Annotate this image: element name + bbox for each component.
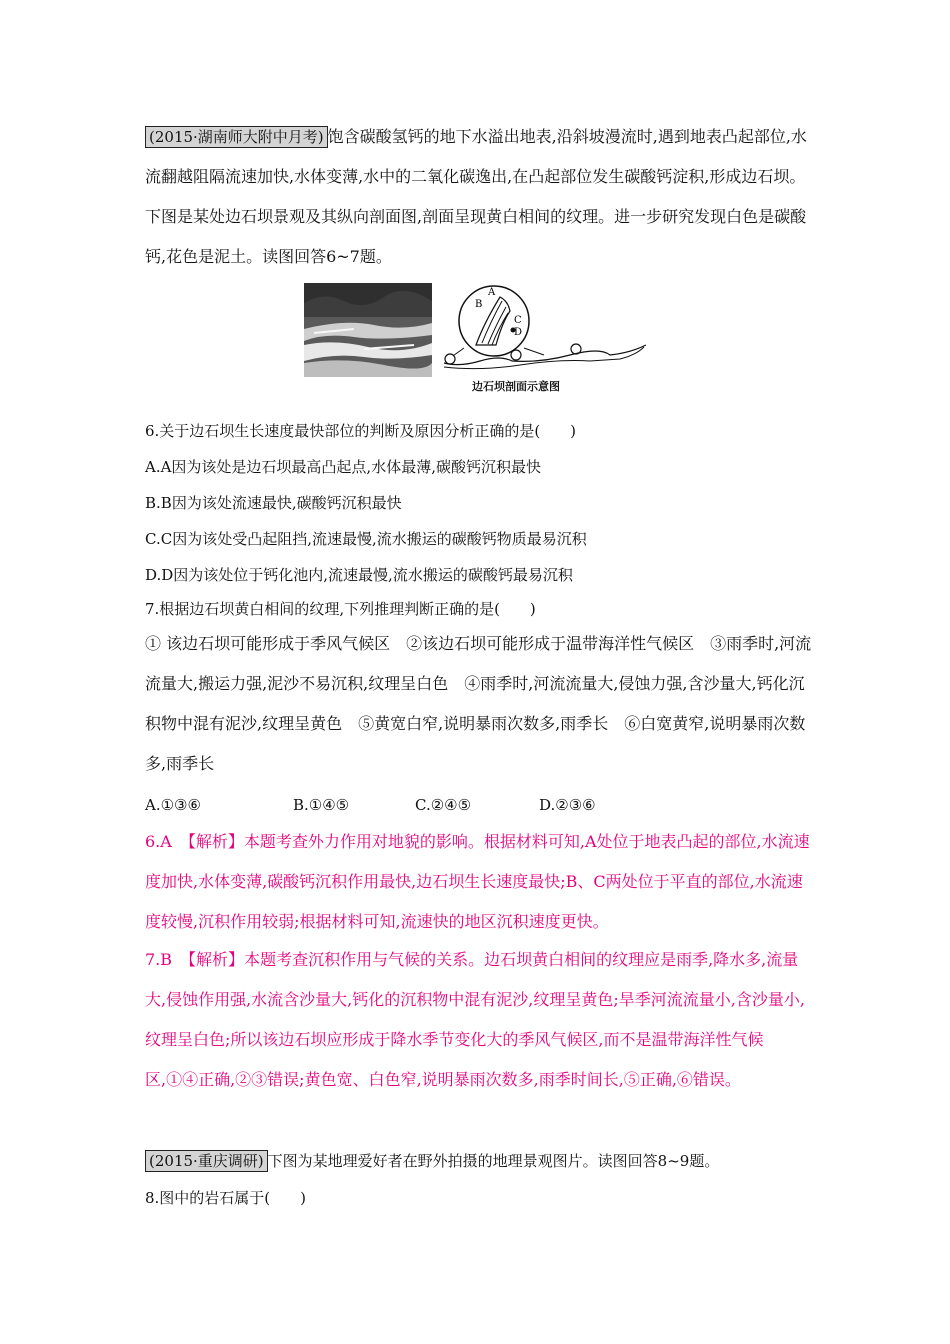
profile-diagram [440,283,646,377]
landscape-photo [304,283,432,377]
q7-options [145,796,596,814]
q7-option-b: B.①④⑤ [293,796,350,814]
q6-option-c: C.C因为该处受凸起阻挡,流速最慢,流水搬运的碳酸钙物质最易沉积 [145,530,587,548]
intro-paragraph-1 [145,117,815,277]
q7-option-d: D.②③⑥ [539,796,596,814]
label-d: D [514,327,523,338]
label-c: C [514,315,522,326]
q7-option-c: C.②④⑤ [415,796,472,814]
source-tag: (2015·湖南师大附中月考) [145,126,328,148]
answer-6 [145,822,815,942]
intro-text: 饱含碳酸氢钙的地下水溢出地表,沿斜坡漫流时,遇到地表凸起部位,水流翻越阻隔流速加快,水体变薄,水中的二氧化碳逸出,在凸起部位发生碳酸钙淀积,形成边石坝。下图是某处边石坝景观及其纵向剖面图,剖面呈现黄白相间的纹理。进一步研究发现白色是碳酸钙,花色是泥土。读图回答6~7题。 [145,127,807,266]
answer-6-number: 6.A [145,832,172,851]
question-6-stem: 6.关于边石坝生长速度最快部位的判断及原因分析正确的是( ) [145,422,577,440]
answer-7 [145,940,815,1100]
q7-body: ① 该边石坝可能形成于季风气候区 ②该边石坝可能形成于温带海洋性气候区 ③雨季时,河流流量大,搬运力强,泥沙不易沉积,纹理呈白色 ④雨季时,河流流量大,侵蚀力强,含沙量大,钙化沉积物中混有泥沙,纹理呈黄色 ⑤黄宽白窄,说明暴雨次数多,雨季长 ⑥白宽黄窄,说明暴雨次数多,雨季长 [145,634,812,773]
answer-6-text: 本题考查外力作用对地貌的影响。根据材料可知,A处位于地表凸起的部位,水流速度加快,水体变薄,碳酸钙沉积作用最快,边石坝生长速度最快;B、C两处位于平直的部位,水流速度较慢,沉积作用较弱;根据材料可知,流速快的地区沉积速度更快。 [145,832,810,931]
q7-option-a: A.①③⑥ [145,796,201,814]
intro-text-2: 下图为某地理爱好者在野外拍摄的地理景观图片。读图回答8~9题。 [267,1152,720,1170]
intro-paragraph-2 [145,1150,719,1172]
label-b: B [475,299,483,310]
source-tag-2: (2015·重庆调研) [145,1150,268,1172]
q6-option-a: A.A因为该处是边石坝最高凸起点,水体最薄,碳酸钙沉积最快 [145,458,541,476]
answer-7-text: 本题考查沉积作用与气候的关系。边石坝黄白相间的纹理应是雨季,降水多,流量大,侵蚀作用强,水流含沙量大,钙化的沉积物中混有泥沙,纹理呈黄色;旱季河流流量小,含沙量小,纹理呈白色;所以该边石坝应形成于降水季节变化大的季风气候区,而不是温带海洋性气候区,①④正确,②③错误;黄色宽、白色窄,说明暴雨次数多,雨季时间长,⑤正确,⑥错误。 [145,950,805,1089]
figure-caption: 边石坝剖面示意图 [472,380,560,393]
answer-7-number: 7.B [145,950,173,969]
q6-option-d: D.D因为该处位于钙化池内,流速最慢,流水搬运的碳酸钙最易沉积 [145,566,573,584]
answer-7-tag: 【解析】 [188,950,245,969]
q6-option-b: B.B因为该处流速最快,碳酸钙沉积最快 [145,494,402,512]
label-a: A [488,287,496,298]
answer-6-tag: 【解析】 [187,832,244,851]
question-8-stem: 8.图中的岩石属于( ) [145,1189,307,1207]
question-7-stem: 7.根据边石坝黄白相间的纹理,下列推理判断正确的是( ) [145,600,536,618]
figure-stone-dam [304,283,646,395]
